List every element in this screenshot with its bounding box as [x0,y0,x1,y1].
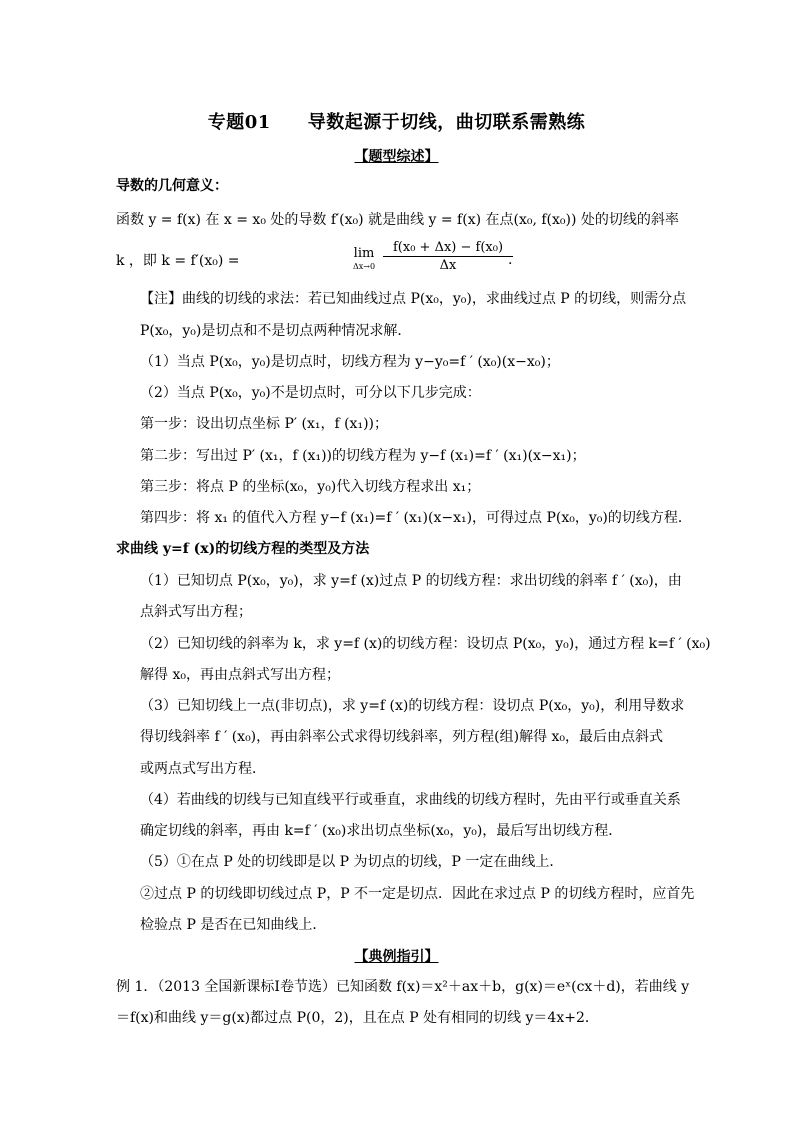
heading-tangent-methods: 求曲线 y=f (x)的切线方程的类型及方法 [116,541,370,557]
note-line: 第一步：设出切点坐标 P′ (x₁，f (x₁))； [140,416,388,432]
method-line: 或两点式写出方程． [140,761,266,777]
definition-text: 函数 y = f(x) 在 x = x₀ 处的导数 f′(x₀) 就是曲线 y = f(x) 在点(x₀, f(x₀)) 处的切线的斜率 [116,212,679,228]
method-line: （5）①在点 P 处的切线即是以 P 为切点的切线，P 一定在曲线上． [140,854,564,870]
formula-denominator: Δx [439,258,457,273]
method-line: 检验点 P 是否在已知曲线上． [140,917,327,933]
note-line: 第三步：将点 P 的坐标(x₀，y₀)代入切线方程求出 x₁； [140,479,481,495]
example-line: ＝f(x)和曲线 y＝g(x)都过点 P(0，2)，且在点 P 处有相同的切线 y＝4x+2． [116,1010,599,1026]
formula-lead: k ，即 k = f′(x₀) = [116,253,240,269]
method-line: 确定切线的斜率，再由 k=f ′ (x₀)求出切点坐标(x₀，y₀)，最后写出切线方程． [140,823,623,839]
method-line: 得切线斜率 f ′ (x₀)，再由斜率公式求得切线斜率，列方程(组)解得 x₀，最后由点斜式 [140,729,664,745]
note-line: P(x₀，y₀)是切点和不是切点两种情况求解． [140,323,412,339]
note-line: （1）当点 P(x₀，y₀)是切点时，切线方程为 y−y₀=f ′ (x₀)(x−x₀)； [140,354,560,370]
method-line: 点斜式写出方程； [140,604,252,620]
method-line: ②过点 P 的切线即切线过点 P，P 不一定是切点．因此在求过点 P 的切线方程时，应首先 [140,886,695,902]
method-line: （2）已知切线的斜率为 k，求 y=f (x)的切线方程：设切点 P(x₀，y₀)，通过方程 k=f ′ (x₀) [140,636,711,652]
formula-numerator: f(x₀ + Δx) − f(x₀) [383,240,513,257]
method-line: （4）若曲线的切线与已知直线平行或垂直，求曲线的切线方程时，先由平行或垂直关系 [140,792,681,808]
method-line: （1）已知切点 P(x₀，y₀)，求 y=f (x)过点 P 的切线方程：求出切线的斜率 f ′ (x₀)，由 [140,573,682,589]
section-heading-examples [0,946,793,966]
note-line: 【注】曲线的切线的求法：若已知曲线过点 P(x₀，y₀)，求曲线过点 P 的切线，则需分点 [140,291,687,307]
formula-end: . [508,252,513,268]
section-heading-examples-text: 【典例指引】 [354,949,439,965]
example-line: 例 1．（2013 全国新课标Ⅰ卷节选）已知函数 f(x)＝x²＋ax＋b，g(x)＝eˣ(cx＋d)，若曲线 y [116,979,690,995]
method-line: 解得 x₀，再由点斜式写出方程； [140,667,340,683]
section-heading-overview [0,146,793,166]
formula-lim-subscript: Δx→0 [352,262,376,271]
heading-geometric-meaning: 导数的几何意义： [116,178,228,194]
formula-lim-text: lim [353,246,375,261]
note-line: 第二步：写出过 P′ (x₁，f (x₁))的切线方程为 y−f (x₁)=f ′ (x₁)(x−x₁)； [140,448,586,464]
section-heading-overview-text: 【题型综述】 [354,149,439,165]
note-line: 第四步：将 x₁ 的值代入方程 y−f (x₁)=f ′ (x₁)(x−x₁)，可得过点 P(x₀，y₀)的切线方程． [140,510,692,526]
note-line: （2）当点 P(x₀，y₀)不是切点时，可分以下几步完成： [140,385,481,401]
method-line: （3）已知切线上一点(非切点)，求 y=f (x)的切线方程：设切点 P(x₀，y₀)，利用导数求 [140,698,685,714]
document-title: 专题01 导数起源于切线，曲切联系需熟练 [207,112,586,133]
formula-fraction [383,240,513,273]
formula-limit [348,246,380,272]
